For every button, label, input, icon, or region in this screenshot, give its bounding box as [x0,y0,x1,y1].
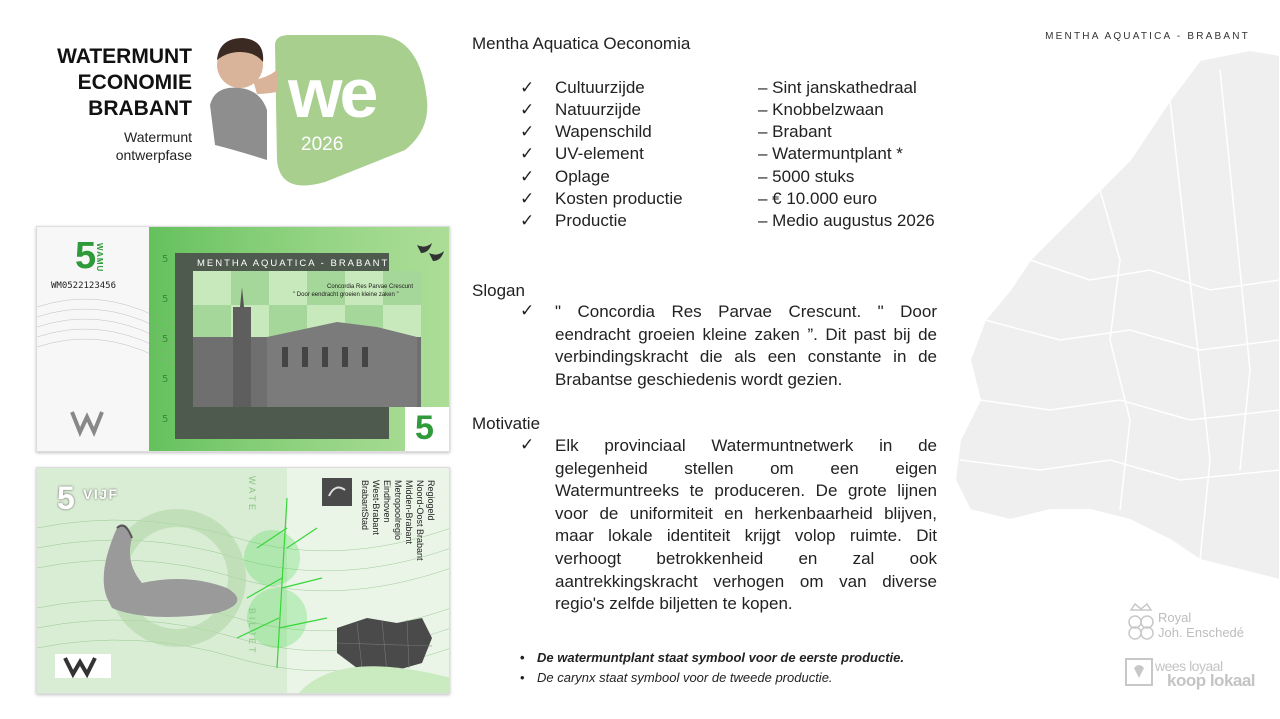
region-item: Midden-Brabant [404,480,414,545]
shop-bag-icon [1125,656,1153,686]
motivatie-heading: Motivatie [472,414,541,433]
front-banner: MENTHA AQUATICA - BRABANT [197,258,390,269]
region-item: Noord-Oost Brabant [415,480,425,561]
banknote-front [36,226,450,452]
royal-enschede-logo [1125,600,1265,642]
spec-value: – € 10.000 euro [758,189,878,208]
royal-line-2: Joh. Enschedé [1158,625,1245,640]
back-denomination: 5 [57,480,75,516]
loyaal-line-2: koop lokaal [1167,671,1256,690]
check-icon: ✓ [520,100,535,119]
check-icon: ✓ [520,144,535,163]
svg-text:5: 5 [162,294,169,305]
we-logo-text: we [288,54,376,132]
spec-value: – 5000 stuks [758,167,855,186]
front-denomination: 5 [75,235,97,277]
we-logo-year: 2026 [301,134,344,155]
person-body [210,88,267,160]
front-unit: WAMU [95,243,104,273]
spec-value: – Medio augustus 2026 [758,211,935,230]
main-heading: Mentha Aquatica Oeconomia [472,34,691,53]
region-item: BrabantStad [360,480,370,531]
royal-text [1158,610,1244,640]
netherlands-map-background [950,40,1280,600]
slogan-heading: Slogan [472,281,525,300]
title-subtitle [30,128,192,164]
svg-text:5: 5 [162,334,169,345]
footnote-item: • De watermuntplant staat symbool voor de eerste productie. [520,648,904,668]
check-icon: ✓ [520,435,535,454]
crown-icon [1125,600,1157,642]
header-tag: MENTHA AQUATICA - BRABANT [1045,31,1250,42]
loyaal-line-1: wees loyaal [1155,658,1223,674]
svg-text:5: 5 [162,374,169,385]
title-line-1: WATERMUNT [57,45,192,68]
spec-label: Wapenschild [555,122,652,141]
royal-line-1: Royal [1158,610,1192,625]
spec-value: – Watermuntplant * [758,144,903,163]
back-watermark-top: WATE [247,476,257,513]
region-item: West-Brabant [371,480,381,535]
check-icon: ✓ [520,167,535,186]
svg-text:5: 5 [162,254,169,265]
region-item: Regiogeld [426,480,436,521]
check-icon: ✓ [520,189,535,208]
spec-label: Natuurzijde [555,100,641,119]
spec-value: – Sint janskathedraal [758,78,917,97]
front-serial: WM0522123456 [51,281,117,291]
spec-label: Kosten productie [555,189,683,208]
spec-label: Cultuurzijde [555,78,645,97]
back-regions [359,480,436,580]
check-icon: ✓ [520,122,535,141]
front-bottom-digit: 5 [415,409,434,447]
spec-label: Oplage [555,167,610,186]
subtitle-line-2: ontwerpfase [115,147,192,163]
footnote-item: • De carynx staat symbool voor de tweede productie. [520,668,904,688]
front-caption-2: " Door eendracht groeien kleine zaken " [293,292,399,298]
title-line-2: ECONOMIE [77,71,192,94]
back-word: VIJF [83,486,119,502]
spec-value: – Brabant [758,122,832,141]
title-block [30,44,192,164]
front-caption-1: Concordia Res Parvae Crescunt [327,284,414,290]
subtitle-line-1: Watermunt [124,129,192,145]
svg-text:5: 5 [162,414,169,425]
check-icon: ✓ [520,78,535,97]
check-icon: ✓ [520,211,535,230]
back-watermark-bottom: BILJET [247,608,257,656]
wees-loyaal-logo [1125,656,1265,692]
footnote-list [520,648,904,688]
title-line-3: BRABANT [88,97,192,120]
banknote-back [36,467,450,694]
spec-label: UV-element [555,144,644,163]
check-icon: ✓ [520,301,535,320]
region-item: Metropoolregio Eindhoven [382,480,403,541]
spec-label: Productie [555,211,627,230]
spec-value: – Knobbelzwaan [758,100,884,119]
motivatie-text: Elk provinciaal Watermuntnetwerk in de gelegenheid stellen om een eigen Watermuntreeks te produceren. De grote lijnen voor de uniformiteit en herkenbaarheid blijven, maar lokale identiteit krijgt volop ruimte. Dit verhoogt betrokkenheid en zal ook aantrekkingskracht verhogen om van diverse regio's zelfde biljetten te kopen. [555,436,937,614]
slogan-text: " Concordia Res Parvae Crescunt. " Door eendracht groeien kleine zaken ”. Dit past bij de verbindingskracht die als een constante in de Brabantse geschiedenis wordt gezien. [555,302,937,389]
